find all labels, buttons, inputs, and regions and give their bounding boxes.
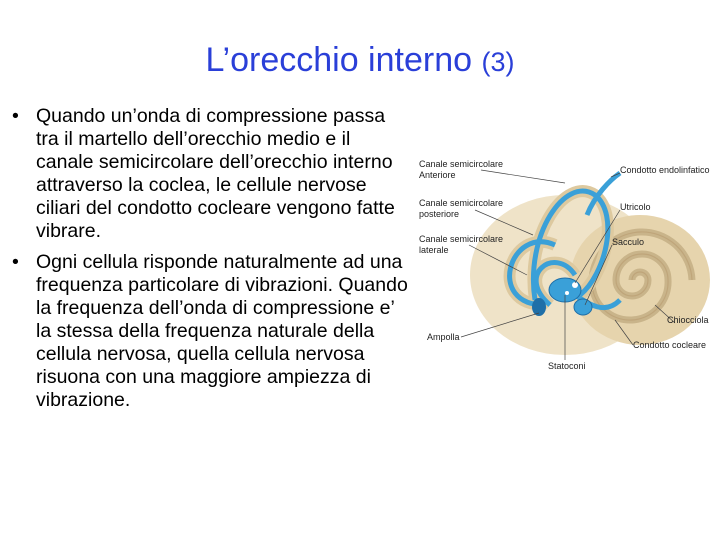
svg-text:Anteriore: Anteriore [419, 170, 456, 180]
inner-ear-diagram [415, 155, 720, 385]
svg-text:laterale: laterale [419, 245, 449, 255]
bullet-text: Ogni cellula risponde naturalmente ad una frequenza particolare di vibrazioni. Quando la frequenza dell’onda di compressione e’ la stessa della frequenza naturale della cellula nervosa, quella cellula nervosa risuona con una maggiore ampiezza di vibrazione. [36, 251, 408, 411]
slide-title [0, 40, 720, 82]
bullet-list [10, 105, 410, 420]
label-condotto-cocleare: Condotto cocleare [633, 340, 707, 350]
bullet-dot: • [12, 251, 19, 273]
slide-title-number: (3) [481, 47, 515, 77]
label-ampolla: Ampolla [427, 332, 460, 342]
label-utricolo: Utricolo [620, 202, 651, 212]
label-canale-anteriore: Canale semicircolare [419, 159, 504, 169]
bullet-dot: • [12, 105, 19, 127]
saccule [574, 299, 592, 315]
label-condotto-endolinfatico: Condotto endolinfatico [620, 165, 710, 175]
label-sacculo: Sacculo [612, 237, 645, 247]
bullet-text: Quando un’onda di compressione passa tra il martello dell’orecchio medio e il canale semicircolare dell’orecchio interno attraverso la coclea, le cellule nervose ciliari del condotto cocleare vengono fatte vibrare. [36, 105, 395, 242]
label-statoconi: Statoconi [548, 361, 586, 371]
label-chiocciola: Chiocciola [667, 315, 709, 325]
label-canale-posteriore: Canale semicircolare [419, 198, 504, 208]
svg-text:posteriore: posteriore [419, 209, 460, 219]
label-canale-laterale: Canale semicircolare [419, 234, 504, 244]
bullet-item [10, 105, 410, 243]
bullet-item [10, 251, 410, 412]
slide-title-main: L’orecchio interno [205, 41, 473, 79]
inner-ear-illustration [415, 155, 720, 385]
